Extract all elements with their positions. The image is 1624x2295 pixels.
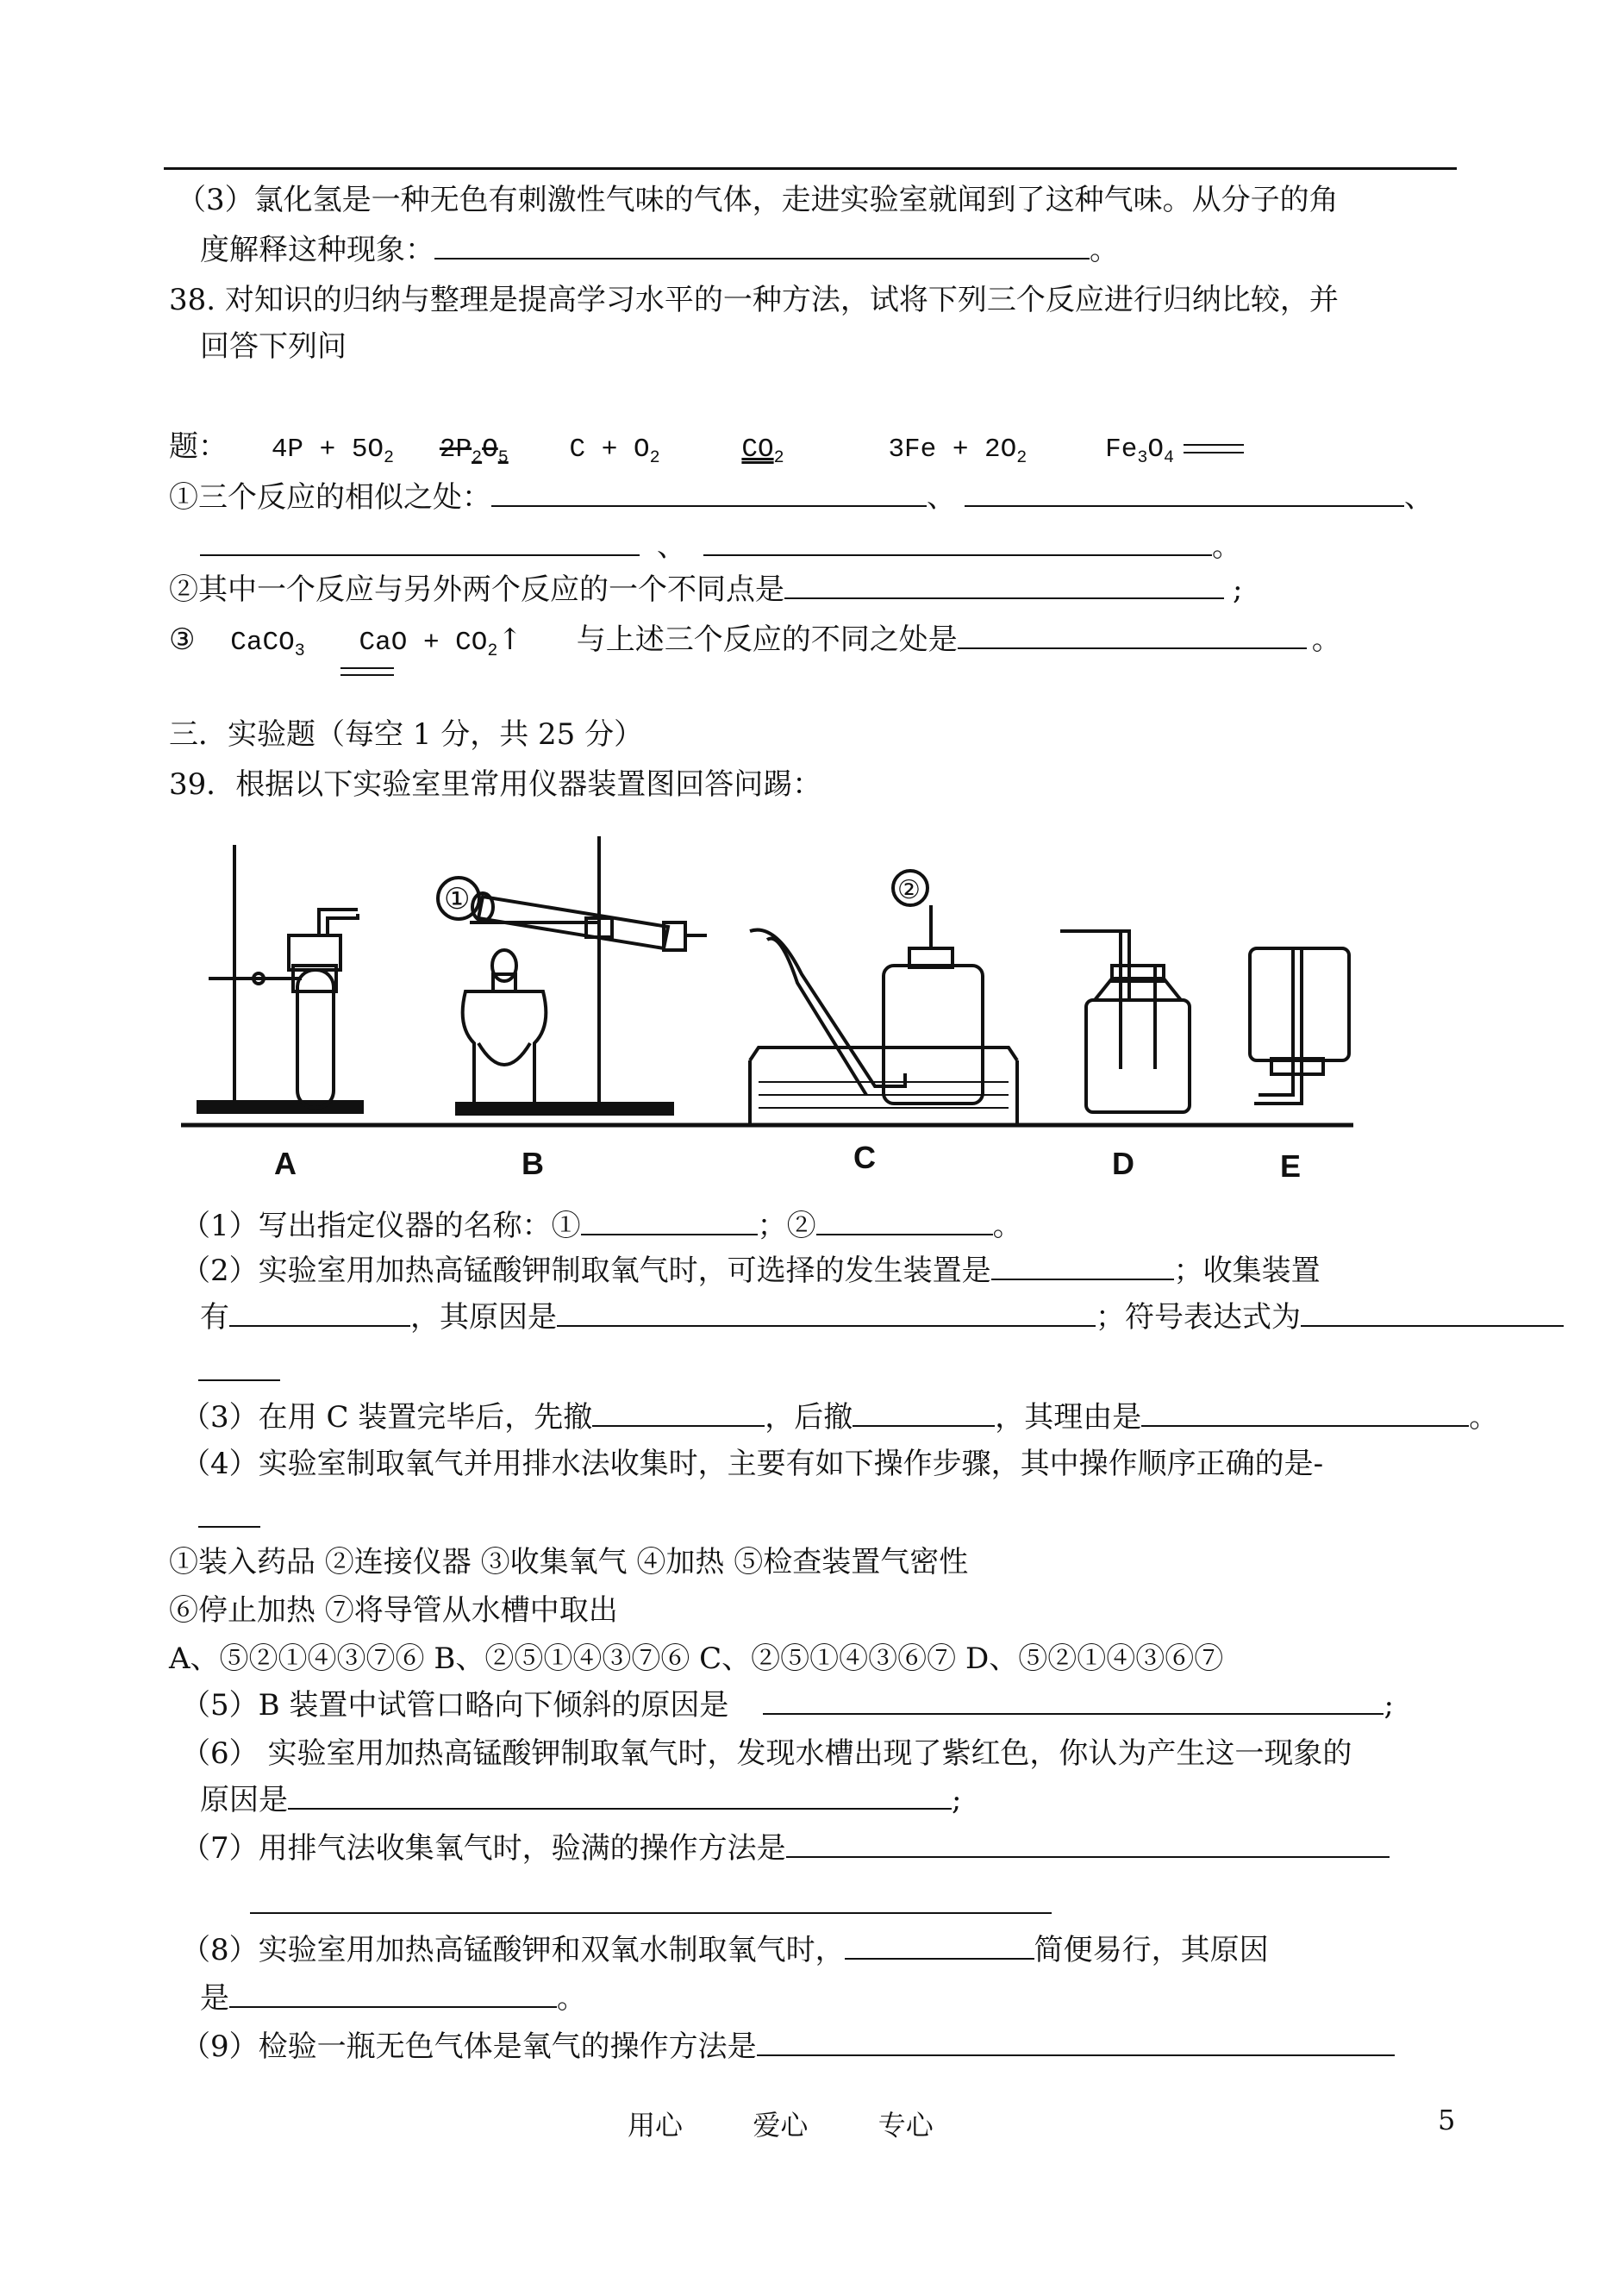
- q39-steps-2: ⑥停止加热 ⑦将导管从水槽中取出: [169, 1593, 618, 1628]
- answer-blank[interactable]: [229, 1980, 557, 2008]
- q39-p2-line1: （2）实验室用加热高锰酸钾制取氧气时，可选择的发生装置是 ；收集装置: [181, 1254, 1321, 1288]
- answer-blank[interactable]: [845, 1932, 1034, 1960]
- label-d: D: [1112, 1146, 1134, 1181]
- answer-blank[interactable]: [434, 232, 1090, 260]
- q38-part1-cont: 、 。: [200, 528, 1241, 566]
- footer-motto: 用心 爱心 专心: [628, 2109, 934, 2142]
- mark-1: ①: [444, 882, 471, 916]
- label-a: A: [274, 1146, 297, 1181]
- q39-steps-1: ①装入药品 ②连接仪器 ③收集氧气 ④加热 ⑤检查装置气密性: [169, 1545, 969, 1579]
- label-c: C: [853, 1140, 876, 1175]
- q38-part1: ①三个反应的相似之处： 、 、: [169, 480, 1433, 515]
- answer-blank[interactable]: [816, 1208, 993, 1235]
- q39-p6-line2: 原因是 ;: [200, 1783, 962, 1817]
- answer-blank[interactable]: [557, 1299, 1096, 1327]
- q38-part3: ③ CaCO$_3$ CaO + $CO_2↑$ 与上述三个反应的不同之处是 。: [169, 622, 1341, 662]
- answer-blank[interactable]: [198, 1526, 260, 1528]
- apparatus-a: [198, 845, 362, 1112]
- q39-p1: （1）写出指定仪器的名称：① ；② 。: [181, 1209, 1022, 1243]
- q39-p2-line2: 有 ，其原因是 ；符号表达式为: [200, 1298, 1564, 1336]
- equals-sign: [340, 667, 394, 676]
- q39-p5: （5）B 装置中试管口略向下倾斜的原因是 ;: [181, 1688, 1394, 1723]
- answer-blank[interactable]: [288, 1782, 952, 1810]
- answer-blank[interactable]: [1301, 1299, 1564, 1327]
- q39-p3: （3）在用 C 装置完毕后，先撤 ，后撤 ，其理由是 。: [181, 1400, 1499, 1435]
- answer-blank[interactable]: [757, 2029, 1395, 2056]
- answer-blank[interactable]: [592, 1399, 765, 1427]
- answer-blank[interactable]: [786, 1830, 1390, 1858]
- answer-blank[interactable]: [958, 622, 1307, 649]
- apparatus-b: [438, 836, 707, 1114]
- header-rule: [164, 167, 1457, 170]
- q38-reactions: 题： $4P + 5O_2$ $2P_2O_5$ $C + O_2$ $CO_2$ $3Fe + 2O_2$ $Fe_3O_4$: [169, 428, 1244, 478]
- q39-p8-line1: （8）实验室用加热高锰酸钾和双氧水制取氧气时， 简便易行，其原因: [181, 1933, 1269, 1967]
- answer-blank[interactable]: [581, 1208, 758, 1235]
- q39-p8-line2: 是 。: [200, 1981, 586, 2016]
- equals-sign: [1184, 444, 1244, 453]
- q38-part2: ②其中一个反应与另外两个反应的一个不同点是 ;: [169, 572, 1243, 607]
- answer-blank[interactable]: [853, 1399, 995, 1427]
- answer-blank[interactable]: [991, 1253, 1174, 1280]
- q38-line1: 38. 对知识的归纳与整理是提高学习水平的一种方法，试将下列三个反应进行归纳比较，并: [169, 283, 1339, 317]
- q39-p9: （9）检验一瓶无色气体是氧气的操作方法是: [181, 2028, 1395, 2066]
- q38-line2: 回答下列问: [200, 329, 347, 364]
- section-title: 三．实验题（每空 1 分，共 25 分）: [169, 717, 644, 752]
- answer-blank[interactable]: [784, 572, 1224, 599]
- answer-blank[interactable]: [229, 1299, 410, 1327]
- answer-blank[interactable]: [250, 1912, 1052, 1914]
- q39-p7: （7）用排气法收集氧气时，验满的操作方法是: [181, 1829, 1390, 1867]
- label-e: E: [1280, 1148, 1302, 1184]
- mark-2: ②: [897, 875, 921, 905]
- answer-blank[interactable]: [965, 479, 1404, 507]
- apparatus-e: [1250, 948, 1349, 1104]
- lab-apparatus-figure: [172, 828, 1362, 1190]
- q37-3-line1: （3）氯化氢是一种无色有刺激性气味的气体，走进实验室就闻到了这种气味。从分子的角: [177, 183, 1339, 217]
- apparatus-c: [750, 871, 1017, 1125]
- page-number: 5: [1438, 2104, 1456, 2136]
- label-b: B: [522, 1146, 544, 1181]
- apparatus-d: [1060, 931, 1190, 1112]
- answer-blank[interactable]: [491, 479, 927, 507]
- q39-p6-line1: （6） 实验室用加热高锰酸钾制取氧气时，发现水槽出现了紫红色，你认为产生这一现象的: [181, 1736, 1352, 1771]
- answer-blank[interactable]: [763, 1687, 1384, 1715]
- answer-blank[interactable]: [703, 528, 1212, 556]
- q39-p4: （4）实验室制取氧气并用排水法收集时，主要有如下操作步骤，其中操作顺序正确的是-: [181, 1447, 1324, 1481]
- answer-blank[interactable]: [200, 528, 640, 556]
- answer-blank[interactable]: [198, 1379, 280, 1381]
- q39-stem: 39．根据以下实验室里常用仪器装置图回答问踢：: [169, 767, 822, 802]
- q37-3-line2: 度解释这种现象： 。: [200, 233, 1119, 267]
- answer-blank[interactable]: [1141, 1399, 1469, 1427]
- q39-options: A、⑤②①④③⑦⑥ B、②⑤①④③⑦⑥ C、②⑤①④③⑥⑦ D、⑤②①④③⑥⑦: [169, 1642, 1224, 1676]
